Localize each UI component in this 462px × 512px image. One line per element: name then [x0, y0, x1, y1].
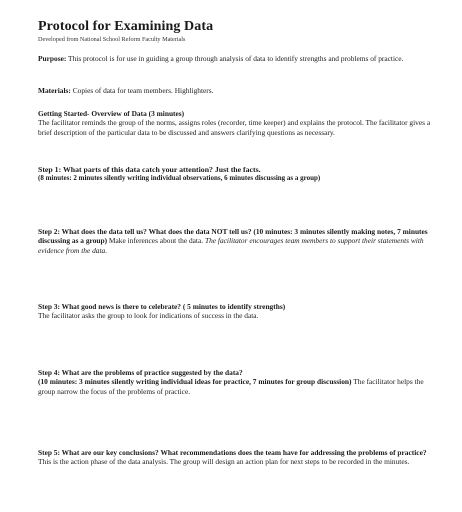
step1-heading: Step 1: What parts of this data catch your attention? Just the facts.	[38, 165, 261, 174]
step1-section	[38, 165, 440, 184]
materials-label: Materials:	[38, 86, 71, 95]
purpose-section	[38, 54, 440, 63]
step2-section	[38, 227, 440, 255]
step2-paragraph	[38, 227, 440, 255]
materials-text: Copies of data for team members. Highlighters.	[70, 86, 214, 95]
getting-started-text: The facilitator reminds the group of the norms, assigns roles (recorder, time keeper) and explains the protocol. The facilitator gives a brief description of the particular data to be discussed and answers clarifying questions as necessary.	[38, 118, 431, 137]
step5-section	[38, 448, 440, 467]
step4-detail: (10 minutes: 3 minutes silently writing individual ideas for practice, 7 minutes for group discussion)	[38, 377, 352, 387]
step5-heading: Step 5: What are our key conclusions? What recommendations does the team have for addressing the problems of practice?	[38, 448, 427, 457]
purpose-text: This protocol is for use in guiding a group through analysis of data to identify strengths and problems of practice.	[66, 54, 404, 63]
step3-heading: Step 3: What good news is there to celebrate? ( 5 minutes to identify strengths)	[38, 302, 286, 311]
materials-section	[38, 86, 440, 95]
step3-text: The facilitator asks the group to look for indications of success in the data.	[38, 311, 259, 321]
title-block	[38, 18, 440, 44]
purpose-paragraph	[38, 54, 440, 63]
step2-italic: The facilitator encourages team members to support their statements with evidence from the data.	[38, 236, 424, 255]
document-subtitle: Developed from National School Reform Faculty Materials	[38, 36, 186, 43]
step2-heading: Step 2: What does the data tell us? What does the data NOT tell us? (10 minutes: 3 minutes silently making notes, 7 minutes discussing as a group)	[38, 227, 428, 246]
step5-paragraph	[38, 448, 440, 467]
purpose-label: Purpose:	[38, 54, 67, 63]
document-title: Protocol for Examining Data	[38, 19, 214, 34]
materials-paragraph	[38, 86, 440, 95]
step4-section	[38, 368, 440, 396]
step5-text: This is the action phase of the data analysis. The group will design an action plan for next steps to be recorded in the minutes.	[38, 457, 410, 467]
getting-started-heading: Getting Started- Overview of Data (3 minutes)	[38, 109, 185, 118]
step4-text: The facilitator helps the group narrow the focus of the problems of practice.	[38, 377, 424, 396]
step3-section	[38, 302, 440, 321]
step1-detail: (8 minutes: 2 minutes silently writing individual observations, 6 minutes discussing as a group)	[38, 174, 321, 183]
step4-heading: Step 4: What are the problems of practice suggested by the data?	[38, 368, 243, 377]
step4-paragraph	[38, 377, 440, 396]
step2-text: Make inferences about the data.	[107, 236, 205, 246]
getting-started-section	[38, 109, 440, 137]
